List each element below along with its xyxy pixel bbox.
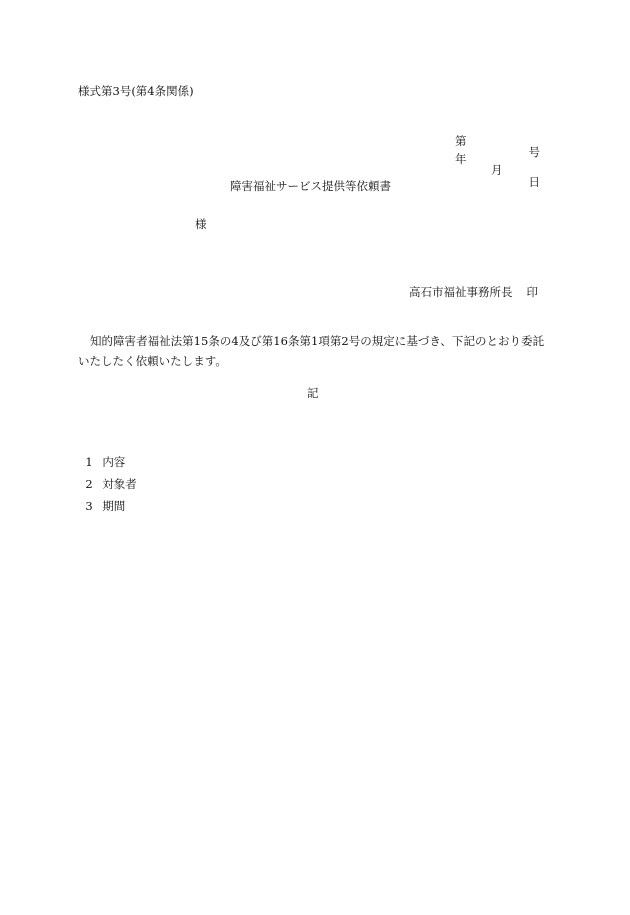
document-number-suffix: 号 xyxy=(528,145,540,159)
date-month: 月 xyxy=(491,163,503,177)
item-number: 2 xyxy=(85,476,93,491)
addressee-suffix: 様 xyxy=(195,217,207,231)
list-item xyxy=(78,489,125,512)
item-label: 期間 xyxy=(102,498,126,513)
date-year: 年 xyxy=(455,151,467,166)
item-number: 1 xyxy=(85,454,93,469)
ki-heading: 記 xyxy=(307,386,319,400)
sender xyxy=(402,275,538,298)
document-date xyxy=(455,142,540,188)
form-label: 様式第3号(第4条関係) xyxy=(78,84,194,98)
list-item xyxy=(78,445,125,468)
item-label: 内容 xyxy=(102,454,126,469)
document-number-prefix: 第 xyxy=(455,133,467,148)
seal-mark: 印 xyxy=(526,284,538,299)
list-item xyxy=(78,467,137,490)
body-text: 知的障害者福祉法第15条の4及び第16条第1項第2号の規定に基づき、下記のとおり委託いたしたく依頼いたします。 xyxy=(78,334,545,368)
sender-name: 高石市福祉事務所長 xyxy=(409,284,513,299)
item-label: 対象者 xyxy=(102,476,137,491)
item-number: 3 xyxy=(85,498,93,513)
date-day: 日 xyxy=(528,174,540,189)
document-title: 障害福祉サービス提供等依頼書 xyxy=(230,179,391,193)
